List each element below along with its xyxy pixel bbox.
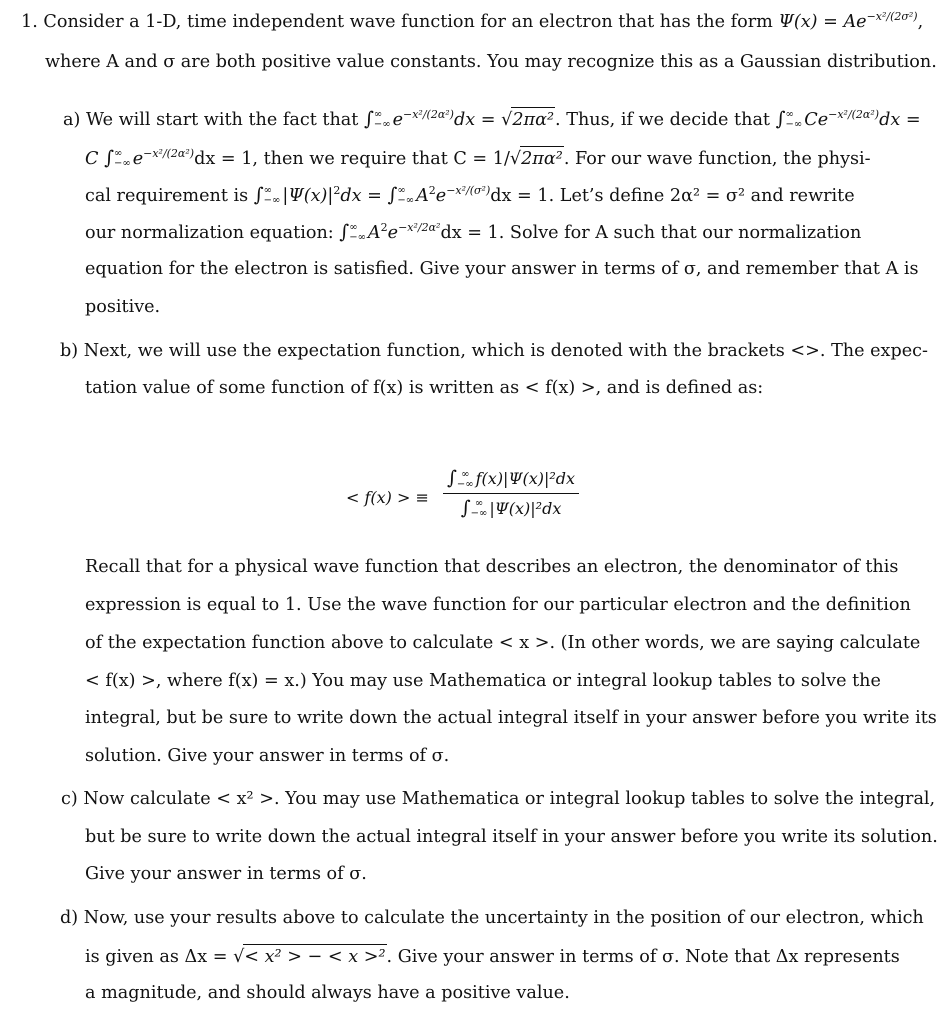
- integral-sign: ∫: [104, 147, 114, 169]
- part-b-para-2: expression is equal to 1. Use the wave function for our particular electron and the definition: [85, 595, 911, 615]
- problem-intro-line-1: 1. Consider a 1-D, time independent wave function for an electron that has the form $\Psi(x) = Ae^{-x^2/(2\sigma^2)}$,: [21, 10, 924, 32]
- problem-number: 1.: [21, 12, 38, 32]
- integral-sign: ∫: [339, 221, 350, 243]
- part-a-line-6: positive.: [85, 297, 161, 317]
- equation-lhs: < f(x) > ≡: [346, 488, 429, 507]
- part-b-para-1: Recall that for a physical wave function that describes an electron, the denominator of this: [85, 557, 899, 577]
- integral-sign: ∫: [387, 184, 398, 206]
- integral-sign: ∫: [363, 108, 374, 130]
- integral-sign: ∫: [775, 108, 786, 130]
- part-d-line-3: a magnitude, and should always have a positive value.: [85, 983, 570, 1003]
- part-b-para-5: integral, but be sure to write down the actual integral itself in your answer before you write its: [85, 708, 937, 728]
- part-c-line-3: Give your answer in terms of σ.: [85, 864, 367, 884]
- problem-intro-line-2: where A and σ are both positive value constants. You may recognize this as a Gaussian distribution.: [45, 52, 937, 72]
- part-b-line-1: b) Next, we will use the expectation function, which is denoted with the brackets <>. The expec-: [60, 341, 928, 361]
- part-c-line-2: but be sure to write down the actual integral itself in your answer before you write its solution.: [85, 827, 938, 847]
- part-c-line-1: c) Now calculate < x² >. You may use Mathematica or integral lookup tables to solve the integral,: [61, 789, 936, 809]
- part-a-line-3: cal requirement is ∫ ∞ −∞ $|\Psi(x)|^2dx$ = ∫ ∞ −∞ $A^2e^{-x^2/(\sigma^2)}dx = 1$. Let’s define 2α² = σ² and rewrite: [85, 184, 855, 206]
- part-b-para-6: solution. Give your answer in terms of σ.: [85, 746, 450, 766]
- integral-sign: ∫: [253, 184, 264, 206]
- part-b-line-2: tation value of some function of f(x) is written as < f(x) >, and is defined as:: [85, 378, 764, 398]
- part-c-label: c): [61, 789, 78, 809]
- part-a-line-4: our normalization equation: ∫ ∞ −∞ $A^2e^{-x^2/2\alpha^2}dx = 1$. Solve for A such that our normalization: [85, 221, 862, 243]
- part-d-line-2: is given as Δx = √< x² > − < x >². Give your answer in terms of σ. Note that Δx represents: [85, 944, 900, 969]
- fraction-denominator: ∫ ∞ −∞ |Ψ(x)|²dx: [460, 496, 562, 519]
- expectation-fraction: [443, 467, 579, 519]
- part-a-line-2: C ∫ ∞ −∞ $e^{-x^2/(2\alpha^2)}dx = 1$, then we require that C = 1/√2πα². For our wave function, the physi-: [85, 147, 871, 169]
- part-d-line-1: d) Now, use your results above to calculate the uncertainty in the position of our electron, which: [60, 908, 924, 928]
- part-a-line-1: a) We will start with the fact that ∫ ∞ −∞ $e^{-x^2/(2\alpha^2)}dx = √2\pi\alpha^2$. Thus, if we decide that ∫ ∞ −∞ $Ce^{-x^2/(2\alpha^2)}dx$ =: [63, 108, 921, 130]
- part-a-line-5: equation for the electron is satisfied. Give your answer in terms of σ, and remember that A is: [85, 259, 919, 279]
- part-b-para-3: of the expectation function above to calculate < x >. (In other words, we are saying calculate: [85, 633, 921, 653]
- part-d-label: d): [60, 908, 79, 928]
- fraction-numerator: ∫ ∞ −∞ f(x)|Ψ(x)|²dx: [443, 467, 579, 494]
- part-b-label: b): [60, 341, 79, 361]
- part-b-para-4: < f(x) >, where f(x) = x.) You may use Mathematica or integral lookup tables to solve the: [85, 671, 881, 691]
- part-a-label: a): [63, 110, 81, 130]
